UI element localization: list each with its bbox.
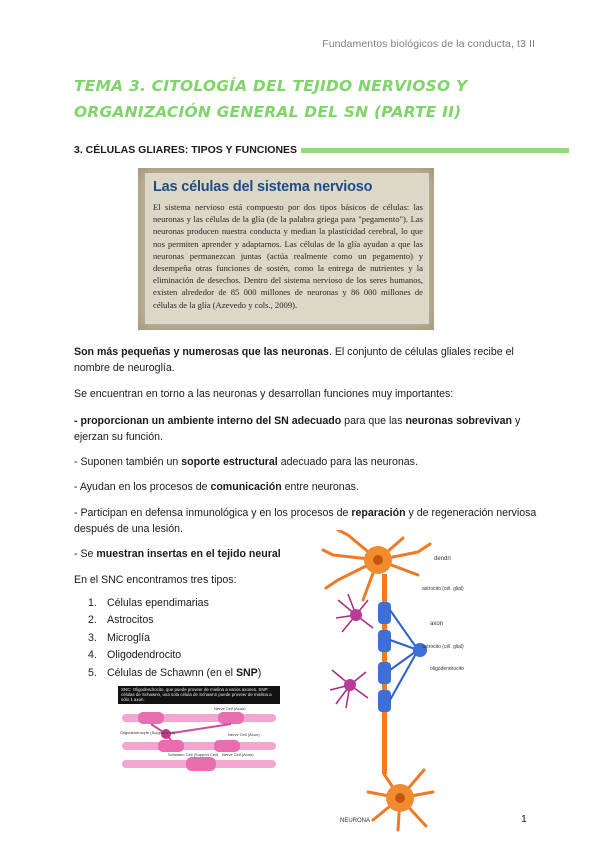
text: . El conjunto de células gliales recibe el nombre de neuroglía. <box>74 346 514 374</box>
list-item <box>88 647 261 664</box>
label-axon-middle: Nerve Cell (Axon) <box>228 732 260 737</box>
list-number: 1. <box>88 597 97 609</box>
label-oligodendrocyte: Oligodendrocyte (Support Cell) <box>120 730 175 735</box>
list-item <box>88 630 261 647</box>
list-item <box>88 595 261 612</box>
label-axon: axon <box>430 621 444 627</box>
photo-page <box>145 173 429 324</box>
label-oligodendrocyte: oligodendrocito <box>430 666 464 672</box>
bold-text: muestran insertas en el tejido neural <box>96 548 281 560</box>
paragraph-function-1 <box>74 413 544 445</box>
bold-text: comunicación <box>210 481 282 493</box>
label-astrocyte-bottom: astrocito (cél. glial) <box>422 644 464 650</box>
myelin-diagram <box>118 704 280 772</box>
label-schwann: Schwann Cell (Support Cell) <box>168 752 219 757</box>
bold-text: reparación <box>351 507 406 519</box>
paragraph-types-intro: En el SNC encontramos tres tipos: <box>74 574 237 586</box>
list-number: 3. <box>88 631 97 644</box>
label-axon-bottom: Nerve Cell (Axon) <box>222 752 254 757</box>
figure-caption: SNC: Oligodendrocito, que puede proveer de mielina a varios axones. SNP: células de Schawnn, una sola célula de Schawnn puede proveer de mielina a sólo 1 axon. <box>118 686 280 704</box>
list-text: Células de Schawnn (en el <box>107 666 236 679</box>
list-text: Microglía <box>107 631 150 644</box>
list-item <box>88 665 261 682</box>
section-heading-row <box>74 143 569 157</box>
section-heading: 3. CÉLULAS GLIARES: TIPOS Y FUNCIONES <box>74 144 298 156</box>
myelin-cells-figure <box>118 686 280 772</box>
paragraph-function-3 <box>74 479 544 495</box>
paragraph-function-2 <box>74 454 544 470</box>
label-dendrite: dendri <box>434 556 451 562</box>
section-underline <box>301 148 569 153</box>
list-number: 5. <box>88 666 97 679</box>
list-text: Oligodendrocito <box>107 649 182 662</box>
list-text: Células ependimarias <box>107 597 209 609</box>
text: - Se <box>74 548 97 560</box>
running-header: Fundamentos biológicos de la conducta, t3 II <box>322 38 535 50</box>
paragraph-intro <box>74 344 544 376</box>
label-neuron: NEURONA <box>340 818 371 824</box>
list-number: 4. <box>88 649 97 662</box>
glia-types-list <box>88 595 261 682</box>
bold-text: soporte estructural <box>181 456 278 468</box>
list-text: ) <box>257 666 262 679</box>
text: para que las <box>341 415 406 427</box>
neuron-glia-illustration <box>318 530 488 842</box>
label-astrocyte-top: astrocito (cél. glial) <box>422 586 464 592</box>
text: entre neuronas. <box>281 481 359 493</box>
bold-text: Son más pequeñas y numerosas que las neuronas <box>74 346 329 358</box>
bold-text: SNP <box>235 666 258 679</box>
label-axon-top: Nerve Cell (Axon) <box>214 706 246 711</box>
page-title: TEMA 3. CITOLOGÍA DEL TEJIDO NERVIOSO Y ORGANIZACIÓN GENERAL DEL SN (PARTE II) <box>74 77 468 121</box>
list-number: 2. <box>88 614 97 627</box>
text: - Participan en defensa inmunológica y en los procesos de <box>74 507 352 519</box>
bold-text: - proporcionan un ambiente interno del SN adecuado <box>74 415 342 427</box>
photo-heading: Las células del sistema nervioso <box>153 179 373 195</box>
text: y de regeneración nerviosa después de una lesión. <box>74 507 537 535</box>
list-text: Astrocitos <box>107 614 154 627</box>
text: - Ayudan en los procesos de <box>74 481 211 493</box>
photo-text: El sistema nervioso está compuesto por dos tipos básicos de células: las neuronas y las células de la glía (de la palabra griega para "pegamento"). Las neuronas producen nuestra conducta y median la plasticidad cerebral, lo que nos permiten aprender y adaptarnos. Las células de la glía ayudan a que las neuronas permanezcan juntas (actúa realmente como un pegamento) y desempeña otras funciones de sostén, como la entrega de nutrientes y la eliminación de desechos. Dentro del sistema nervioso de los seres humanos, existen alrededor de 85 000 millones de neuronas y 86 000 millones de células de la glía (Azevedo y cols., 2009). <box>153 202 423 310</box>
paragraph-functions-intro: Se encuentran en torno a las neuronas y desarrollan funciones muy importantes: <box>74 388 454 400</box>
paragraph-function-5 <box>74 546 314 562</box>
list-item <box>88 612 261 629</box>
text: y ejerzan su función. <box>74 415 521 443</box>
text: adecuado para las neuronas. <box>277 456 418 468</box>
bold-text: neuronas sobrevivan <box>405 415 513 427</box>
page-number: 1 <box>521 813 527 825</box>
text: - Suponen también un <box>74 456 182 468</box>
textbook-photo <box>138 168 434 330</box>
